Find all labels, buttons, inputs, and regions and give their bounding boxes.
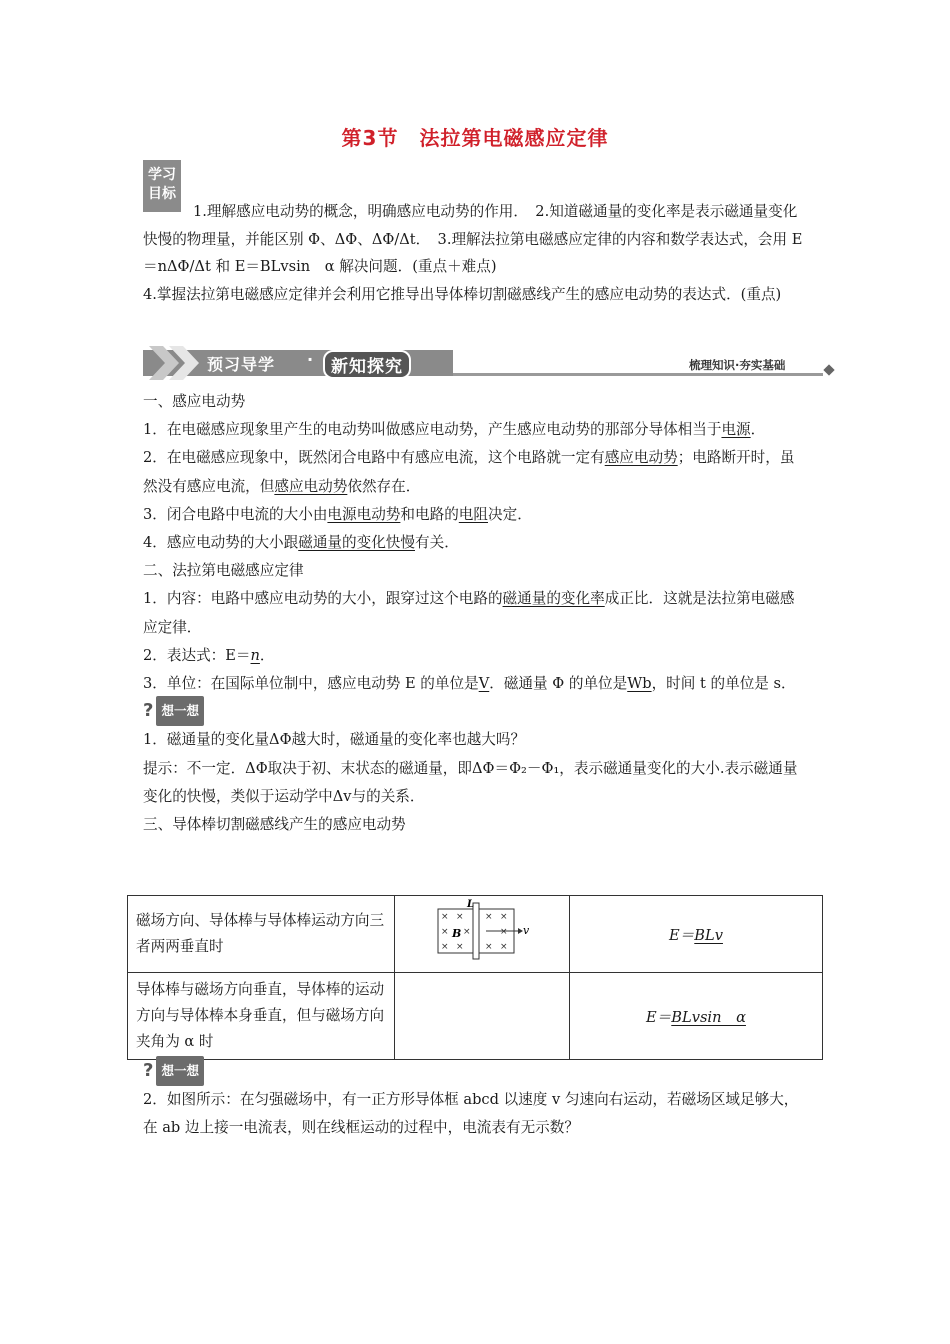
section1-p1: 1．在电磁感应现象里产生的电动势叫做感应电动势，产生感应电动势的那部分导体相当于电源． — [143, 421, 766, 439]
row1-condition: 磁场方向、导体棒与导体棒运动方向三者两两垂直时 — [128, 896, 395, 973]
row1-formula: E＝BLv — [570, 896, 823, 973]
think-marker-1 — [143, 701, 204, 721]
banner-left-label: 预习导学 — [207, 355, 276, 374]
row2-condition: 导体棒与磁场方向垂直，导体棒的运动方向与导体棒本身垂直，但与磁场方向夹角为 α 时 — [128, 973, 395, 1060]
magnetic-field-figure — [396, 897, 568, 967]
fig-label-L: L — [467, 899, 475, 910]
banner-right-label: 梳理知识·夯实基础 — [689, 358, 786, 372]
row2-formula: E＝BLvsin α — [570, 973, 823, 1060]
fig-cross: × — [441, 927, 449, 937]
section1-p4: 4．感应电动势的大小跟磁通量的变化快慢有关． — [143, 534, 459, 552]
section2-p2: 2．表达式：E＝n． — [143, 646, 275, 664]
fig-cross: × — [500, 927, 508, 937]
question-icon: ? — [143, 700, 154, 722]
after-table-content — [143, 1058, 808, 1143]
page-title: 第3节 法拉第电磁感应定律 — [341, 126, 609, 150]
main-content — [143, 388, 808, 839]
banner-dot: · — [307, 350, 314, 369]
section2-heading: 二、法拉第电磁感应定律 — [143, 562, 304, 580]
fig-cross: × — [456, 942, 464, 952]
learning-objectives — [143, 198, 808, 308]
think-label: 想一想 — [156, 696, 204, 726]
section1-p3: 3．闭合电路中电流的大小由电源电动势和电路的电阻决定． — [143, 505, 532, 523]
think-label: 想一想 — [156, 1056, 204, 1086]
fig-cross: × — [456, 912, 464, 922]
formula-table — [127, 895, 823, 1060]
question-icon: ? — [143, 1060, 154, 1081]
diamond-icon — [823, 364, 834, 375]
banner-highlight-label: 新知探究 — [323, 350, 411, 379]
fig-cross: × — [441, 912, 449, 922]
think1-question: 1．磁通量的变化量ΔΦ越大时，磁通量的变化率也越大吗？ — [143, 731, 526, 749]
think-marker-2 — [143, 1061, 204, 1081]
objective-1: 1.理解感应电动势的概念，明确感应电动势的作用． 2.知道磁通量的变化率是表示磁通量变化快慢的物理量，并能区别 Φ、ΔΦ、ΔΦ/Δt． 3.理解法拉第电磁感应定律的内容和数学表达式，会用 E＝nΔΦ/Δt 和 E＝BLvsin α 解决问题．(重点＋难点) — [143, 203, 803, 275]
section-banner — [143, 346, 833, 380]
section1-p2: 2．在电磁感应现象中，既然闭合电路中有感应电流，这个电路就一定有感应电动势；电路断开时，虽然没有感应电流，但感应电动势依然存在． — [143, 449, 795, 495]
objective-2: 4.掌握法拉第电磁感应定律并会利用它推导出导体棒切割磁感线产生的感应电动势的表达式．(重点) — [143, 285, 782, 303]
table-row — [128, 973, 823, 1060]
badge-line2: 目标 — [148, 186, 176, 202]
chevron-icon — [149, 346, 209, 380]
fig-cross: × — [485, 942, 493, 952]
fig-cross: × — [500, 942, 508, 952]
fig-cross: × — [485, 912, 493, 922]
banner-underline — [453, 373, 823, 376]
think2-question: 2．如图所示：在匀强磁场中，有一正方形导体框 abcd 以速度 v 匀速向右运动，若磁场区域足够大，在 ab 边上接一电流表，则在线框运动的过程中，电流表有无示数？ — [143, 1091, 799, 1137]
section2-p3: 3．单位：在国际单位制中，感应电动势 E 的单位是V．磁通量 Φ 的单位是Wb，时间 t 的单位是 s． — [143, 675, 796, 693]
fig-cross: × — [500, 912, 508, 922]
section3-heading: 三、导体棒切割磁感线产生的感应电动势 — [143, 816, 406, 834]
think1-answer: 提示：不一定．ΔΦ取决于初、末状态的磁通量，即ΔΦ＝Φ₂－Φ₁，表示磁通量变化的大小.表示磁通量变化的快慢，类似于运动学中Δv与的关系． — [143, 759, 798, 805]
table-row — [128, 896, 823, 973]
fig-cross: × — [463, 927, 471, 937]
fig-label-B: B — [452, 927, 462, 940]
badge-line1: 学习 — [148, 167, 176, 183]
fig-cross: × — [441, 942, 449, 952]
section1-heading: 一、感应电动势 — [143, 393, 246, 410]
row2-figure — [395, 973, 570, 1060]
row1-figure — [395, 896, 570, 973]
section2-p1: 1．内容：电路中感应电动势的大小，跟穿过这个电路的磁通量的变化率成正比．这就是法拉第电磁感应定律． — [143, 590, 795, 636]
fig-label-v: v — [523, 924, 530, 937]
